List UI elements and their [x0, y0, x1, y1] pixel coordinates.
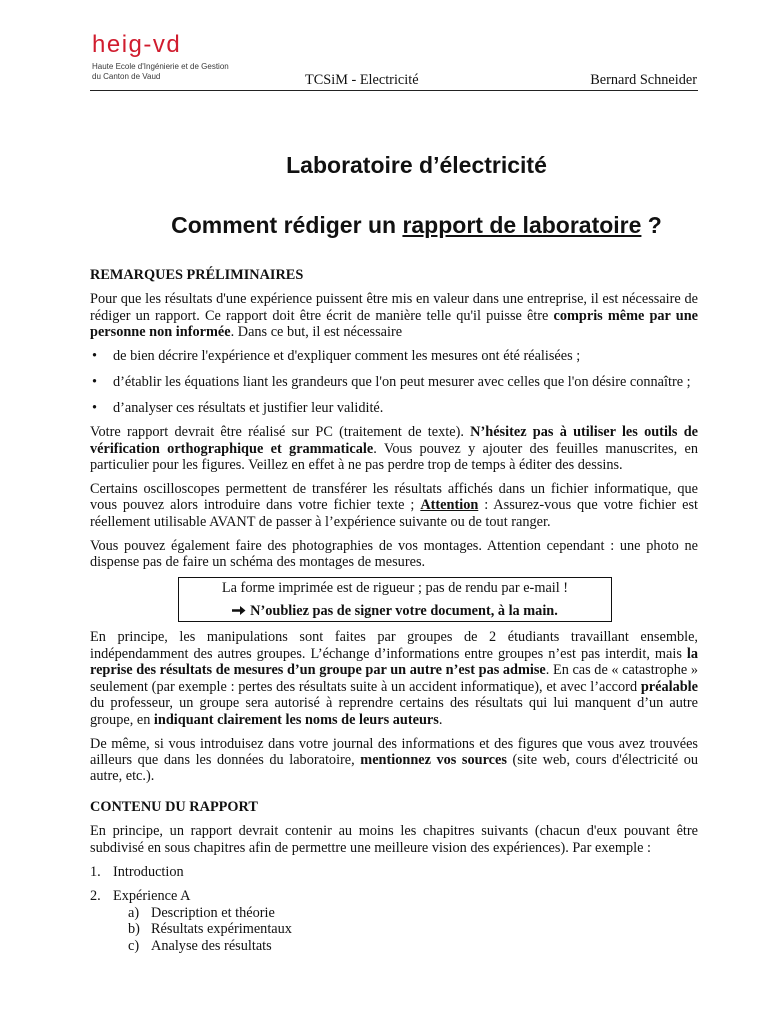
subsection-list: [90, 905, 698, 954]
list-item: [90, 374, 698, 390]
subtitle-text-end: ?: [641, 212, 662, 238]
subsection-letter: c): [128, 937, 140, 954]
notice-line2: N’oubliez pas de signer votre document, à la main.: [250, 603, 558, 620]
subtitle-underlined-text: rapport de laboratoire: [402, 212, 642, 238]
header-course: TCSiM - Electricité: [305, 72, 419, 88]
bullet-icon: •: [92, 374, 98, 391]
arrow-right-icon: [232, 605, 246, 616]
bold-text: indiquant clairement les noms de leurs auteurs: [153, 711, 439, 728]
notice-line2-row: [179, 603, 611, 619]
bullet-list: [90, 348, 698, 416]
text-run: : Assurez-vous que votre fichier est réellement utilisable AVANT de passer à l’expérience suivante ou de tout ranger.: [90, 497, 698, 530]
heig-vd-logo: [92, 31, 229, 82]
text-run: Votre rapport devrait être réalisé sur PC (traitement de texte).: [90, 424, 471, 441]
subsection-letter: b): [128, 921, 140, 938]
list-item: [128, 938, 698, 954]
notice-line1: La forme imprimée est de rigueur ; pas de rendu par e-mail !: [221, 579, 569, 596]
text-run: .: [438, 711, 443, 728]
section-heading-remarques: REMARQUES PRÉLIMINAIRES: [90, 267, 304, 283]
list-item: [90, 400, 698, 416]
text-run: De même, si vous introduisez dans votre journal des informations et des figures que vous avez trouvées ailleurs que dans les données du laboratoire,: [90, 735, 698, 768]
logo-tagline-line1: Haute Ecole d'Ingénierie et de Gestion: [92, 62, 229, 71]
paragraph-contenu-intro: En principe, un rapport devrait contenir au moins les chapitres suivants (chacun d'eux pouvant être subdivisé en sous chapitres afin de permettre une meilleure vision des expériences). Par exemple :: [90, 823, 698, 856]
chapter-list: [90, 864, 698, 954]
list-item: [128, 905, 698, 921]
notice-box: [178, 577, 612, 622]
bold-text: mentionnez vos sources: [360, 751, 507, 768]
chapter-row: [90, 864, 698, 880]
paragraph-intro: [90, 291, 698, 340]
list-item-text: d’analyser ces résultats et justifier leur validité.: [113, 400, 384, 417]
paragraph-pc: [90, 424, 698, 473]
text-run: Pour que les résultats d'une expérience puissent être mis en valeur dans une entreprise, il est nécessaire de rédiger un rapport. Ce rapport doit être écrit de manière telle qu'il puisse être: [90, 291, 698, 324]
bullet-icon: •: [92, 400, 98, 417]
logo-tagline-line2: du Canton de Vaud: [92, 72, 161, 81]
bold-text: la reprise des résultats de mesures d’un groupe par un autre n’est pas admise: [90, 645, 698, 679]
document-title: Laboratoire d’électricité: [286, 152, 547, 178]
text-run: Certains oscilloscopes permettent de transférer les résultats affichés dans un fichier informatique, que vous pouvez alors introduire dans votre fichier texte ;: [90, 481, 698, 514]
text-run: du professeur, un groupe sera autorisé à reprendre certains des résultats qui lui manquent d’un autre groupe, en: [90, 695, 698, 728]
list-item: [90, 348, 698, 364]
paragraph-photos: Vous pouvez également faire des photographies de vos montages. Attention cependant : une photo ne dispense pas de faire un schéma des montages de mesures.: [90, 537, 698, 571]
text-run: . Vous pouvez y ajouter des feuilles manuscrites, en particulier pour les figures. Veillez en effet à ne pas perdre trop de temps à éditer des dessins.: [90, 440, 698, 474]
subsection-title: Analyse des résultats: [151, 937, 272, 954]
chapter-number: 1.: [90, 863, 101, 880]
logo-wordmark: heig-vd: [92, 31, 182, 58]
chapter-row: [90, 888, 698, 904]
paragraph-sources: [90, 736, 698, 785]
subsection-title: Description et théorie: [151, 904, 275, 921]
text-run: (site web, cours d'électricité ou autre, etc.).: [90, 751, 698, 785]
list-item: [90, 864, 698, 880]
text-run: . En cas de « catastrophe » seulement (par exemple : pertes des résultats suite à un accident informatique), et avec l’accord: [90, 662, 699, 695]
header-rule: [90, 90, 698, 91]
list-item: [128, 921, 698, 937]
subsection-title: Résultats expérimentaux: [151, 921, 292, 938]
paragraph-oscilloscopes: [90, 481, 698, 530]
chapter-title: Introduction: [113, 863, 184, 880]
text-run: . Dans ce but, il est nécessaire: [230, 324, 403, 341]
subtitle-text-start: Comment rédiger un: [171, 212, 403, 238]
text-run: En principe, les manipulations sont faites par groupes de 2 étudiants travaillant ensemble, indépendamment des autres groupes. L’échange d’informations entre groupes n’est pas interdit, mais: [90, 629, 698, 662]
bold-text: N’hésitez pas à utiliser les outils de vérification orthographique et grammaticale: [90, 424, 698, 457]
header-author: Bernard Schneider: [590, 72, 697, 88]
document-body: [90, 267, 698, 954]
paragraph-groupes: [90, 629, 698, 728]
list-item: [90, 888, 698, 954]
list-item-text: de bien décrire l'expérience et d'expliquer comment les mesures ont été réalisées ;: [113, 348, 581, 365]
chapter-title: Expérience A: [113, 888, 191, 905]
bold-text: préalable: [640, 678, 698, 695]
bold-text: compris même par une personne non informée: [90, 307, 699, 341]
list-item-text: d’établir les équations liant les grandeurs que l'on peut mesurer avec celles que l'on désire connaître ;: [113, 374, 691, 391]
attention-label: Attention: [420, 497, 479, 514]
chapter-number: 2.: [90, 888, 101, 905]
bullet-icon: •: [92, 348, 98, 365]
document-subtitle: [90, 211, 743, 239]
section-heading-contenu: CONTENU DU RAPPORT: [90, 798, 258, 815]
subsection-letter: a): [128, 904, 140, 921]
